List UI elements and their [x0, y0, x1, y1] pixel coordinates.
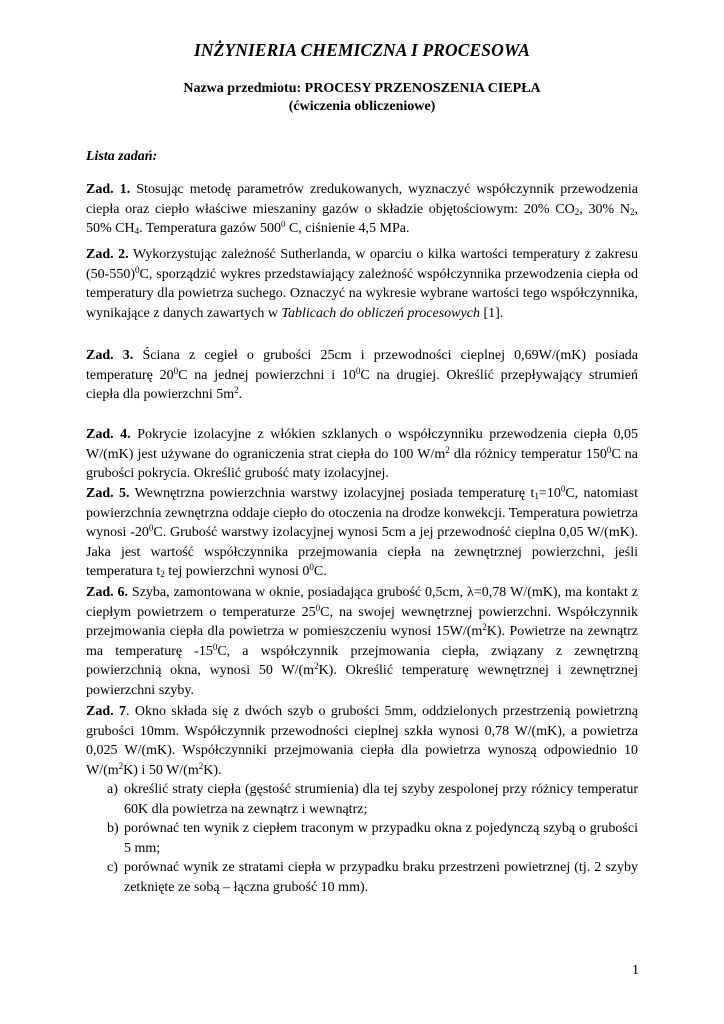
task-label: Zad. 3. [86, 348, 134, 363]
superscript: 2 [118, 760, 124, 771]
task-text: Szyba, zamontowana w oknie, posiadająca grubość 0,5cm, λ=0,78 W/(mK), ma kontakt z ciepłym powietrzem o temperaturze 25 [86, 585, 638, 620]
task-text: K). Określić temperaturę wewnętrznej i zewnętrznej powierzchni szyby. [86, 663, 638, 698]
subscript: 2 [574, 206, 580, 217]
task-text: , 30% N [579, 201, 630, 217]
subject-block [86, 80, 638, 116]
task-text: Ściana z cegieł o grubości 25cm i przewodności cieplnej 0,69W/(mK) posiada temperaturę 20 [86, 348, 639, 383]
task-5 [86, 484, 638, 582]
list-marker: c) [107, 860, 118, 876]
task-label: Zad. 7 [86, 704, 126, 719]
task-text: =10 [538, 486, 561, 501]
task-3 [86, 346, 638, 405]
task-7 [86, 702, 638, 780]
task-text: C, sporządzić wykres przedstawiający zależność współczynnika przewodzenia ciepła od temperatury dla powietrza suchego. Oznaczyć na wykresie wybrane wartości tego współczynnika, wynikające z danych zawartych w [86, 266, 638, 321]
task-text: K). Powietrze na zewnątrz ma temperaturę -15 [86, 624, 638, 659]
task-text: C, a współczynnik przejmowania ciepła, związany z zewnętrzną powierzchnią okna, wynosi 50 W/(m [86, 643, 638, 679]
subject-line: Nazwa przedmiotu: PROCESY PRZENOSZENIA CIEPŁA [183, 81, 541, 96]
subscript: 2 [630, 206, 635, 217]
superscript: 0 [315, 602, 321, 613]
task-6 [86, 583, 638, 701]
task-text: Wewnętrzna powierzchnia warstwy izolacyjnej posiada temperaturę t [129, 486, 535, 501]
superscript: 2 [445, 444, 450, 455]
list-item-text: określić straty ciepła (gęstość strumienia) dla tej szyby zespolonej przy różnicy temperatur 60K dla powietrza na zewnątrz i wewnątrz; [124, 782, 638, 817]
book-reference: Tablicach do obliczeń procesowych [281, 305, 480, 321]
subscript: 2 [160, 569, 165, 580]
task-text: C na drugiej. Określić przepływający strumień ciepła dla powierzchni 5m [86, 367, 639, 403]
task-label: Zad. 5. [86, 486, 130, 501]
task-text: K) i 50 W/(m [123, 762, 199, 778]
task-text: Stosując metodę parametrów zredukowanych, wyznaczyć współczynnik przewodzenia ciepła oraz ciepło właściwe mieszaniny gazów o składzie objętościowym: 20% CO [86, 182, 639, 217]
task-text: C. Grubość warstwy izolacyjnej wynosi 5cm a jej przewodność cieplna 0,05 W/(mK). Jaka jest wartość współczynnika przejmowania ciepła na zewnętrznej powierzchni, jeśli temperatura t [86, 525, 638, 580]
superscript: 0 [309, 562, 314, 573]
task-label: Zad. 4. [86, 427, 131, 442]
subscript: 4 [134, 226, 140, 237]
task-text: K). [203, 762, 222, 778]
list-heading: Lista zadań: [86, 149, 158, 164]
task-1 [86, 180, 638, 239]
task-text: C, na swojej wewnętrznej powierzchni. Współczynnik przejmowania ciepła dla powietrza w pomieszczeniu wynosi 15W/(m [86, 604, 638, 640]
superscript: 0 [355, 365, 361, 376]
task-label: Zad. 1. [86, 182, 131, 197]
superscript: 0 [212, 641, 218, 652]
superscript: 0 [560, 484, 566, 494]
superscript: 2 [234, 385, 239, 396]
task-text: Wykorzystując zależność Sutherlanda, w oparciu o kilka wartości temperatury z zakresu (50-550) [86, 247, 638, 282]
task-text: , 50% CH [86, 201, 638, 237]
list-item [86, 780, 638, 819]
list-marker: a) [107, 782, 118, 797]
subject-subtitle: (ćwiczenia obliczeniowe) [288, 99, 436, 114]
list-item-text: porównać wynik ze stratami ciepła w przypadku braku przestrzeni powietrznej (tj. 2 szyby zetknięte ze sobą – łączna grubość 10 mm). [124, 860, 638, 895]
list-item-text: porównać ten wynik z ciepłem traconym w przypadku okna z pojedynczą szybą o grubości 5 mm; [124, 821, 638, 856]
list-marker: b) [107, 821, 119, 837]
page-number: 1 [632, 963, 639, 978]
document-title: INŻYNIERIA CHEMICZNA I PROCESOWA [194, 40, 530, 60]
task-label: Zad. 2. [86, 247, 129, 262]
task-text: Pokrycie izolacyjne z włókien szklanych o współczynniku przewodzenia ciepła 0,05 W/(mK) jest używane do ograniczenia strat ciepła do 100 W/m [86, 427, 639, 462]
task-text: [1]. [479, 305, 504, 321]
superscript: 0 [148, 523, 154, 534]
task-text: C na grubości pokrycia. Określić grubość maty izolacyjnej. [86, 446, 638, 482]
task-4 [86, 425, 638, 484]
subscript: 1 [534, 491, 539, 501]
superscript: 2 [482, 622, 487, 633]
superscript: 0 [280, 219, 286, 230]
task-text: . [238, 387, 243, 403]
superscript: 0 [173, 365, 179, 376]
task-7-sublist [86, 780, 638, 898]
superscript: 0 [135, 264, 140, 275]
task-label: Zad. 6. [86, 585, 129, 600]
task-text: . Temperatura gazów 500 [139, 221, 281, 237]
task-text: C, natomiast powierzchnia zewnętrzna oddaje ciepło do otoczenia na drodze konwekcji. Temperatura powietrza wynosi -20 [86, 486, 638, 541]
task-text: dla różnicy temperatur 150 [449, 446, 607, 462]
list-item [86, 819, 638, 858]
superscript: 2 [198, 760, 204, 771]
task-text: C, ciśnienie 4,5 MPa. [285, 221, 410, 237]
task-text: . Okno składa się z dwóch szyb o grubości 5mm, oddzielonych przestrzenią powietrzną grubości 10mm. Współczynnik przewodności cieplnej szkła wynosi 0,78 W/(mK), a powietrza 0,025 W/(mK). Współczynniki przejmowania ciepła dla powietrza wynoszą odpowiednio 10 W/(m [86, 704, 639, 778]
task-text: C na jednej powierzchni i 10 [178, 367, 356, 383]
list-item [86, 858, 638, 897]
superscript: 2 [314, 661, 319, 672]
task-text: tej powierzchni wynosi 0 [164, 564, 310, 580]
superscript: 0 [606, 444, 612, 455]
task-text: C. [313, 564, 327, 580]
task-2 [86, 245, 638, 323]
